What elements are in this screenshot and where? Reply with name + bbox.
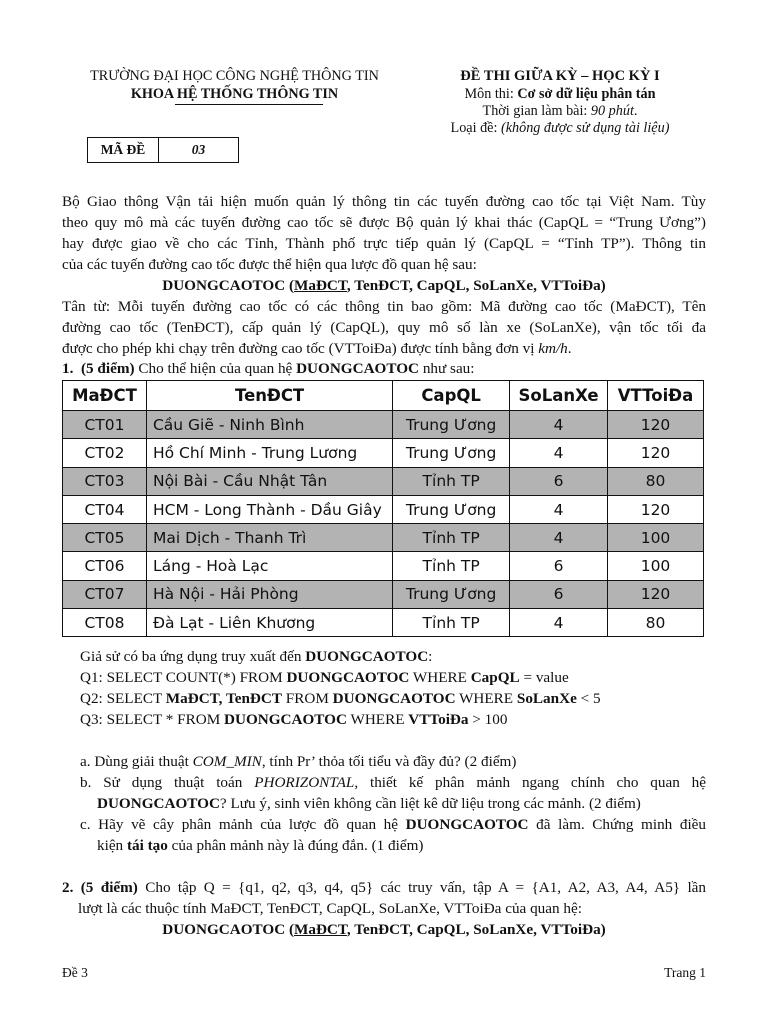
table-cell: CT03 xyxy=(63,467,147,495)
table-row xyxy=(63,467,704,495)
table-cell: Nội Bài - Cầu Nhật Tân xyxy=(146,467,392,495)
table-cell: Trung Ương xyxy=(393,495,510,523)
time-label: Thời gian làm bài: xyxy=(482,103,588,119)
q1-relation: DUONGCAOTOC xyxy=(286,669,410,686)
table-cell: 4 xyxy=(510,524,608,552)
table-header-row xyxy=(63,381,704,411)
table-cell: CT08 xyxy=(63,609,147,637)
table-cell: CT07 xyxy=(63,580,147,608)
q2-line-1-text: Cho tập Q = {q1, q2, q3, q4, q5} các truy vấn, tập A = {A1, A2, A3, A4, A5} lần xyxy=(145,879,706,896)
exam-type xyxy=(410,120,710,137)
q1-after: như sau: xyxy=(422,360,475,377)
queries-intro: Giả sử có ba ứng dụng truy xuất đến DUONGCAOTOC: xyxy=(80,648,433,665)
query-q1 xyxy=(80,667,706,688)
task-c-text-2: đã làm. Chứng minh điều xyxy=(536,816,707,833)
table-cell: 120 xyxy=(608,495,704,523)
task-c-keyword: tái tạo xyxy=(126,837,168,854)
exam-code-box xyxy=(87,137,239,163)
intro-line-4: của các tuyến đường cao tốc được thể hiện qua lược đồ quan hệ sau: xyxy=(62,256,477,273)
q2-part-f: < 5 xyxy=(580,690,601,707)
table-cell: CT06 xyxy=(63,552,147,580)
table-cell: Trung Ương xyxy=(393,411,510,439)
faculty-name: KHOA HỆ THỐNG THÔNG TIN xyxy=(130,86,339,102)
exam-subject xyxy=(410,86,710,103)
question-2-line-1 xyxy=(62,877,706,898)
table-cell: 100 xyxy=(608,552,704,580)
task-b-text-1: b. Sử dụng thuật toán xyxy=(80,774,243,791)
q2-attribute: SoLanXe xyxy=(516,690,577,707)
table-cell: 80 xyxy=(608,467,704,495)
intro-line-3: hay được giao về cho các Tỉnh, Thành phố trực tiếp quản lý (CapQL = “Tỉnh TP”). Thông tin xyxy=(62,235,706,252)
task-b-text-2: , thiết kế phân mảnh ngang chính cho quan hệ xyxy=(354,774,706,791)
schema-rest: , TenĐCT, CapQL, SoLanXe, VTToiĐa) xyxy=(346,277,606,294)
header-madct: MaĐCT xyxy=(63,381,147,411)
q2-schema-name: DUONGCAOTOC ( xyxy=(162,921,295,938)
table-cell: Cầu Giẽ - Ninh Bình xyxy=(146,411,392,439)
q2-schema-key: MaĐCT xyxy=(294,921,347,938)
question-1-heading xyxy=(62,358,706,379)
q2-part-c: FROM xyxy=(285,690,329,707)
subject-value: Cơ sở dữ liệu phân tán xyxy=(517,86,656,102)
predicate-line-1: Tân từ: Mỗi tuyến đường cao tốc có các thông tin bao gồm: Mã đường cao tốc (MaĐCT), Tên xyxy=(62,298,706,315)
table-cell: 6 xyxy=(510,467,608,495)
table-cell: 100 xyxy=(608,524,704,552)
query-q2 xyxy=(80,688,706,709)
task-c-relation: DUONGCAOTOC xyxy=(405,816,529,833)
q2-schema-line xyxy=(62,919,706,940)
header-tendct: TenĐCT xyxy=(146,381,392,411)
exam-time: Thời gian làm bài: 90 phút. xyxy=(482,103,638,119)
table-cell: Hồ Chí Minh - Trung Lương xyxy=(146,439,392,467)
task-a xyxy=(80,751,706,772)
predicate-line-3-text: được cho phép khi chạy trên đường cao tốc (VTToiĐa) được tính bằng đơn vị xyxy=(62,340,535,357)
q1-part-d: = value xyxy=(523,669,569,686)
q2-heading: 2. (5 điểm) xyxy=(62,879,138,896)
table-cell: 4 xyxy=(510,495,608,523)
university-name: TRƯỜNG ĐẠI HỌC CÔNG NGHỆ THÔNG TIN xyxy=(90,68,379,84)
table-row xyxy=(63,411,704,439)
table-row xyxy=(63,495,704,523)
q1-attribute: CapQL xyxy=(470,669,520,686)
table-cell: HCM - Long Thành - Dầu Giây xyxy=(146,495,392,523)
header-solanxe: SoLanXe xyxy=(510,381,608,411)
queries-intro-text: Giả sử có ba ứng dụng truy xuất đến xyxy=(80,648,302,665)
schema-line: DUONGCAOTOC (MaĐCT, TenĐCT, CapQL, SoLanXe, VTToiĐa) xyxy=(162,277,606,294)
subject-label: Môn thi: xyxy=(464,86,514,102)
task-c-text-3: kiện xyxy=(97,837,124,854)
task-b-relation: DUONGCAOTOC xyxy=(97,795,220,812)
query-q3 xyxy=(80,709,706,730)
q1-number: 1. xyxy=(62,360,74,377)
table-cell: Đà Lạt - Liên Khương xyxy=(146,609,392,637)
table-cell: Trung Ương xyxy=(393,580,510,608)
table-cell: 6 xyxy=(510,580,608,608)
table-cell: Tỉnh TP xyxy=(393,609,510,637)
task-b-text-3: ? Lưu ý, sinh viên không cần liệt kê dữ liệu trong các mảnh. (2 điểm) xyxy=(219,795,641,812)
schema-key: MaĐCT xyxy=(294,277,347,294)
table-cell: CT05 xyxy=(63,524,147,552)
task-a-algorithm: COM_MIN xyxy=(192,753,262,770)
task-a-text-2: , tính Pr’ thỏa tối tiểu và đầy đủ? (2 điểm) xyxy=(261,753,517,770)
q3-part-a: Q3: SELECT * FROM xyxy=(80,711,221,728)
predicate-line-2: đường cao tốc (TenĐCT), cấp quản lý (CapQL), quy mô số làn xe (SoLanXe), vận tốc tối đa xyxy=(62,319,706,336)
header-vttoida: VTToiĐa xyxy=(608,381,704,411)
task-c-line-1 xyxy=(80,814,706,835)
table-cell: Tỉnh TP xyxy=(393,524,510,552)
table-row xyxy=(63,439,704,467)
q2-part-a: Q2: SELECT xyxy=(80,690,162,707)
exam-code-value: 03 xyxy=(191,142,206,157)
table-cell: Trung Ương xyxy=(393,439,510,467)
duongcaotoc-table xyxy=(62,380,704,637)
q1-part-a: Q1: SELECT COUNT(*) FROM xyxy=(80,669,283,686)
queries-intro-relation: DUONGCAOTOC xyxy=(305,648,429,665)
type-value: (không được sử dụng tài liệu) xyxy=(500,120,670,136)
footer-page-number: Trang 1 xyxy=(664,965,706,980)
q2-part-d: WHERE xyxy=(459,690,514,707)
exam-code-label: MÃ ĐỀ xyxy=(88,138,159,162)
table-cell: Láng - Hoà Lạc xyxy=(146,552,392,580)
q3-relation: DUONGCAOTOC xyxy=(224,711,347,728)
unit-text: km/h xyxy=(538,340,568,357)
table-cell: 80 xyxy=(608,609,704,637)
table-cell: 4 xyxy=(510,411,608,439)
q3-part-d: > 100 xyxy=(472,711,508,728)
time-value: 90 phút xyxy=(590,103,634,119)
q1-points: (5 điểm) xyxy=(80,360,135,377)
q1-relation: DUONGCAOTOC xyxy=(296,360,420,377)
q2-attributes: MaĐCT, TenĐCT xyxy=(165,690,282,707)
task-c-text-1: c. Hãy vẽ cây phân mảnh của lược đồ quan hệ xyxy=(80,816,398,833)
q3-attribute: VTToiĐa xyxy=(408,711,469,728)
footer-exam-code: Đề 3 xyxy=(62,965,88,980)
table-cell: Hà Nội - Hải Phòng xyxy=(146,580,392,608)
intro-line-1: Bộ Giao thông Vận tải hiện muốn quản lý thông tin các tuyến đường cao tốc tại Việt Nam. Tùy xyxy=(62,193,706,210)
q2-schema-rest: , TenĐCT, CapQL, SoLanXe, VTToiĐa) xyxy=(346,921,606,938)
q1-part-b: WHERE xyxy=(412,669,467,686)
predicate-line-3: được cho phép khi chạy trên đường cao tốc (VTToiĐa) được tính bằng đơn vị km/h. xyxy=(62,340,572,357)
q1-text: Cho thể hiện của quan hệ xyxy=(138,360,293,377)
table-cell: 120 xyxy=(608,580,704,608)
q3-part-b: WHERE xyxy=(350,711,405,728)
exam-title: ĐỀ THI GIỮA KỲ – HỌC KỲ I xyxy=(460,68,660,84)
table-cell: CT04 xyxy=(63,495,147,523)
table-cell: Tỉnh TP xyxy=(393,467,510,495)
table-cell: CT02 xyxy=(63,439,147,467)
table-cell: 120 xyxy=(608,411,704,439)
question-2-line-2: lượt là các thuộc tính MaĐCT, TenĐCT, CapQL, SoLanXe, VTToiĐa của quan hệ: xyxy=(78,900,582,917)
task-c-text-4: của phân mảnh này là đúng đắn. (1 điểm) xyxy=(171,837,424,854)
table-cell: 4 xyxy=(510,439,608,467)
task-c-line-2 xyxy=(97,835,706,856)
task-a-text-1: a. Dùng giải thuật xyxy=(80,753,189,770)
table-cell: CT01 xyxy=(63,411,147,439)
schema-name: DUONGCAOTOC xyxy=(162,277,286,294)
table-cell: 4 xyxy=(510,609,608,637)
task-b-algorithm: PHORIZONTAL xyxy=(254,774,355,791)
q2-relation: DUONGCAOTOC xyxy=(332,690,456,707)
table-cell: Mai Dịch - Thanh Trì xyxy=(146,524,392,552)
type-label: Loại đề: xyxy=(450,120,498,136)
faculty-underline xyxy=(175,104,323,105)
table-cell: Tỉnh TP xyxy=(393,552,510,580)
intro-line-2: theo quy mô mà các tuyến đường cao tốc sẽ được Bộ quản lý khai thác (CapQL = “Trung Ương”) xyxy=(62,214,706,231)
task-b-line-2 xyxy=(97,793,706,814)
table-row xyxy=(63,609,704,637)
table-cell: 120 xyxy=(608,439,704,467)
header-capql: CapQL xyxy=(393,381,510,411)
table-row xyxy=(63,552,704,580)
table-cell: 6 xyxy=(510,552,608,580)
task-b-line-1 xyxy=(80,772,706,793)
table-row xyxy=(63,524,704,552)
table-row xyxy=(63,580,704,608)
